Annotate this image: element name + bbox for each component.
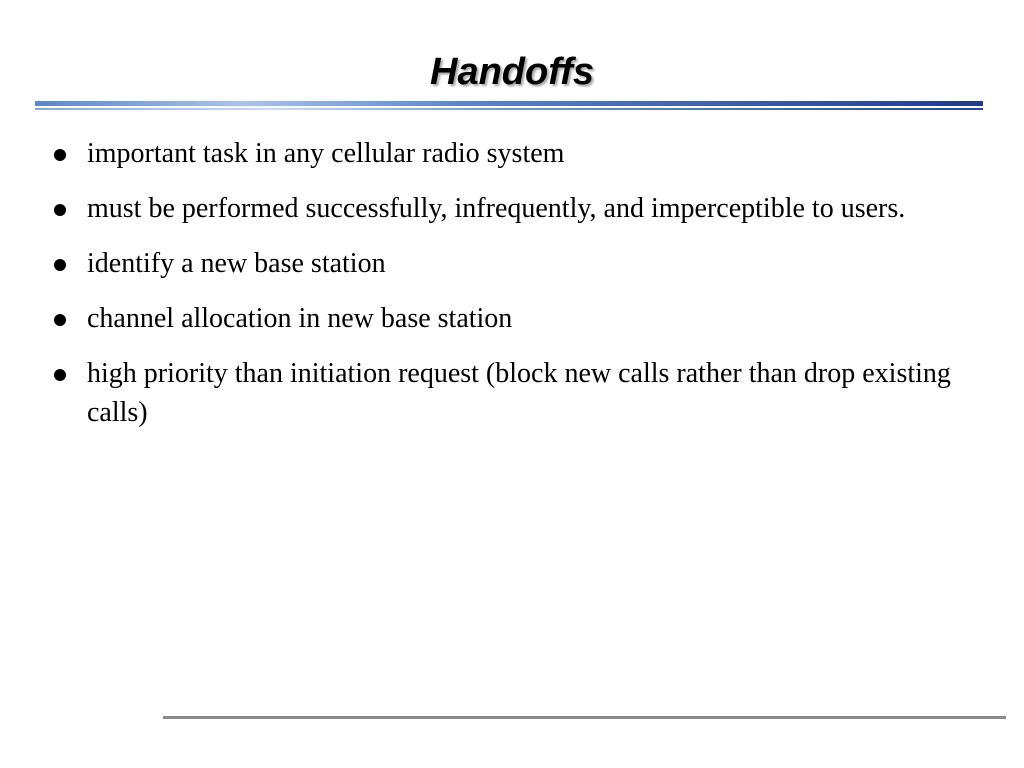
bullet-text: important task in any cellular radio system xyxy=(87,138,565,169)
bullet-icon xyxy=(54,314,66,326)
bullet-item xyxy=(48,134,978,173)
bullet-item xyxy=(48,189,978,228)
bullet-item xyxy=(48,354,978,432)
bullet-icon xyxy=(54,149,66,161)
bullet-text: high priority than initiation request (block new calls rather than drop existing calls) xyxy=(87,358,951,428)
title-underline xyxy=(35,101,983,111)
bullet-text: channel allocation in new base station xyxy=(87,303,513,334)
slide-title: Handoffs xyxy=(430,51,594,93)
bullet-text: must be performed successfully, infrequently, and imperceptible to users. xyxy=(87,193,906,224)
bullet-item xyxy=(48,299,978,338)
title-underline-top-band xyxy=(35,101,983,106)
bullet-list xyxy=(48,134,978,448)
title-underline-bottom-band xyxy=(35,108,983,110)
footer-divider xyxy=(163,716,1006,719)
bullet-icon xyxy=(54,369,66,381)
bullet-item xyxy=(48,244,978,283)
bullet-text: identify a new base station xyxy=(87,248,386,279)
bullet-icon xyxy=(54,259,66,271)
bullet-icon xyxy=(54,204,66,216)
